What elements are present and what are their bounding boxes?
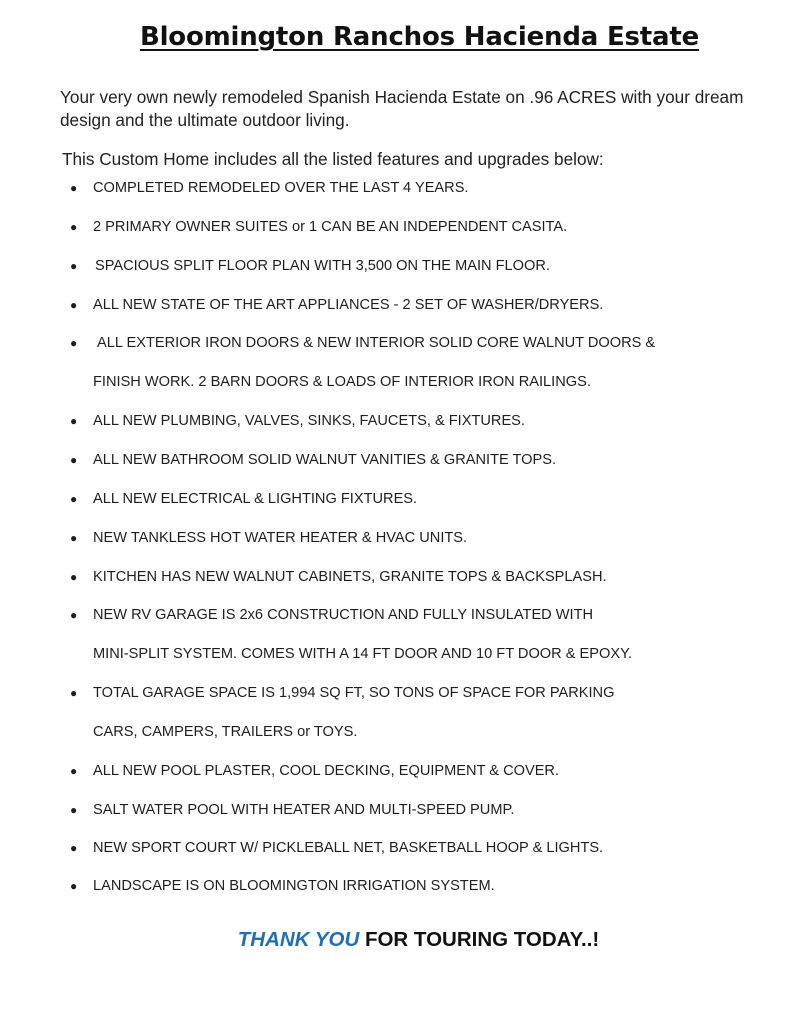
bullet-icon: ● [70, 686, 78, 700]
bullet-icon: ● [70, 298, 78, 312]
bullet-icon: ● [70, 336, 78, 350]
feature-line: NEW SPORT COURT W/ PICKLEBALL NET, BASKETBALL HOOP & LIGHTS. [93, 840, 604, 856]
bullet-icon: ● [70, 570, 78, 584]
thank-you-accent: THANK YOU [237, 928, 360, 951]
thank-you-text: FOR TOURING TODAY..! [364, 928, 600, 951]
feature-line: TOTAL GARAGE SPACE IS 1,994 SQ FT, SO TONS OF SPACE FOR PARKING [93, 685, 615, 701]
bullet-icon: ● [70, 803, 78, 817]
feature-line: ALL NEW BATHROOM SOLID WALNUT VANITIES & GRANITE TOPS. [93, 452, 557, 468]
bullet-icon: ● [70, 764, 78, 778]
bullet-icon: ● [70, 841, 78, 855]
feature-line: KITCHEN HAS NEW WALNUT CABINETS, GRANITE TOPS & BACKSPLASH. [93, 569, 607, 585]
feature-line: SALT WATER POOL WITH HEATER AND MULTI-SPEED PUMP. [93, 802, 515, 818]
feature-line: NEW RV GARAGE IS 2x6 CONSTRUCTION AND FULLY INSULATED WITH [93, 607, 594, 623]
feature-line: LANDSCAPE IS ON BLOOMINGTON IRRIGATION SYSTEM. [93, 878, 495, 894]
feature-line: ALL NEW ELECTRICAL & LIGHTING FIXTURES. [93, 491, 418, 507]
bullet-icon: ● [70, 492, 78, 506]
feature-line: NEW TANKLESS HOT WATER HEATER & HVAC UNITS. [93, 530, 468, 546]
feature-line: ALL NEW STATE OF THE ART APPLIANCES - 2 SET OF WASHER/DRYERS. [93, 297, 604, 313]
feature-line: ALL EXTERIOR IRON DOORS & NEW INTERIOR SOLID CORE WALNUT DOORS & [97, 335, 656, 351]
bullet-icon: ● [70, 879, 78, 893]
bullet-icon: ● [70, 414, 78, 428]
thank-you-footer [0, 928, 791, 952]
bullet-icon: ● [70, 181, 78, 195]
bullet-icon: ● [70, 453, 78, 467]
feature-line: COMPLETED REMODELED OVER THE LAST 4 YEARS. [93, 180, 469, 196]
title-text: Bloomington Ranchos Hacienda Estate [139, 22, 700, 52]
bullet-icon: ● [70, 531, 78, 545]
features-intro: This Custom Home includes all the listed features and upgrades below: [62, 149, 604, 169]
bullet-icon: ● [70, 608, 78, 622]
feature-line: MINI-SPLIT SYSTEM. COMES WITH A 14 FT DOOR AND 10 FT DOOR & EPOXY. [93, 646, 633, 662]
feature-line: SPACIOUS SPLIT FLOOR PLAN WITH 3,500 ON THE MAIN FLOOR. [95, 258, 550, 274]
feature-line: ALL NEW POOL PLASTER, COOL DECKING, EQUIPMENT & COVER. [93, 763, 560, 779]
feature-line: CARS, CAMPERS, TRAILERS or TOYS. [93, 724, 358, 740]
intro-paragraph: Your very own newly remodeled Spanish Hacienda Estate on .96 ACRES with your dream design and the ultimate outdoor living. [60, 87, 744, 130]
feature-line: 2 PRIMARY OWNER SUITES or 1 CAN BE AN INDEPENDENT CASITA. [93, 219, 568, 235]
feature-line: ALL NEW PLUMBING, VALVES, SINKS, FAUCETS, & FIXTURES. [93, 413, 525, 429]
feature-line: FINISH WORK. 2 BARN DOORS & LOADS OF INTERIOR IRON RAILINGS. [93, 374, 591, 390]
bullet-icon: ● [70, 259, 78, 273]
bullet-icon: ● [70, 220, 78, 234]
